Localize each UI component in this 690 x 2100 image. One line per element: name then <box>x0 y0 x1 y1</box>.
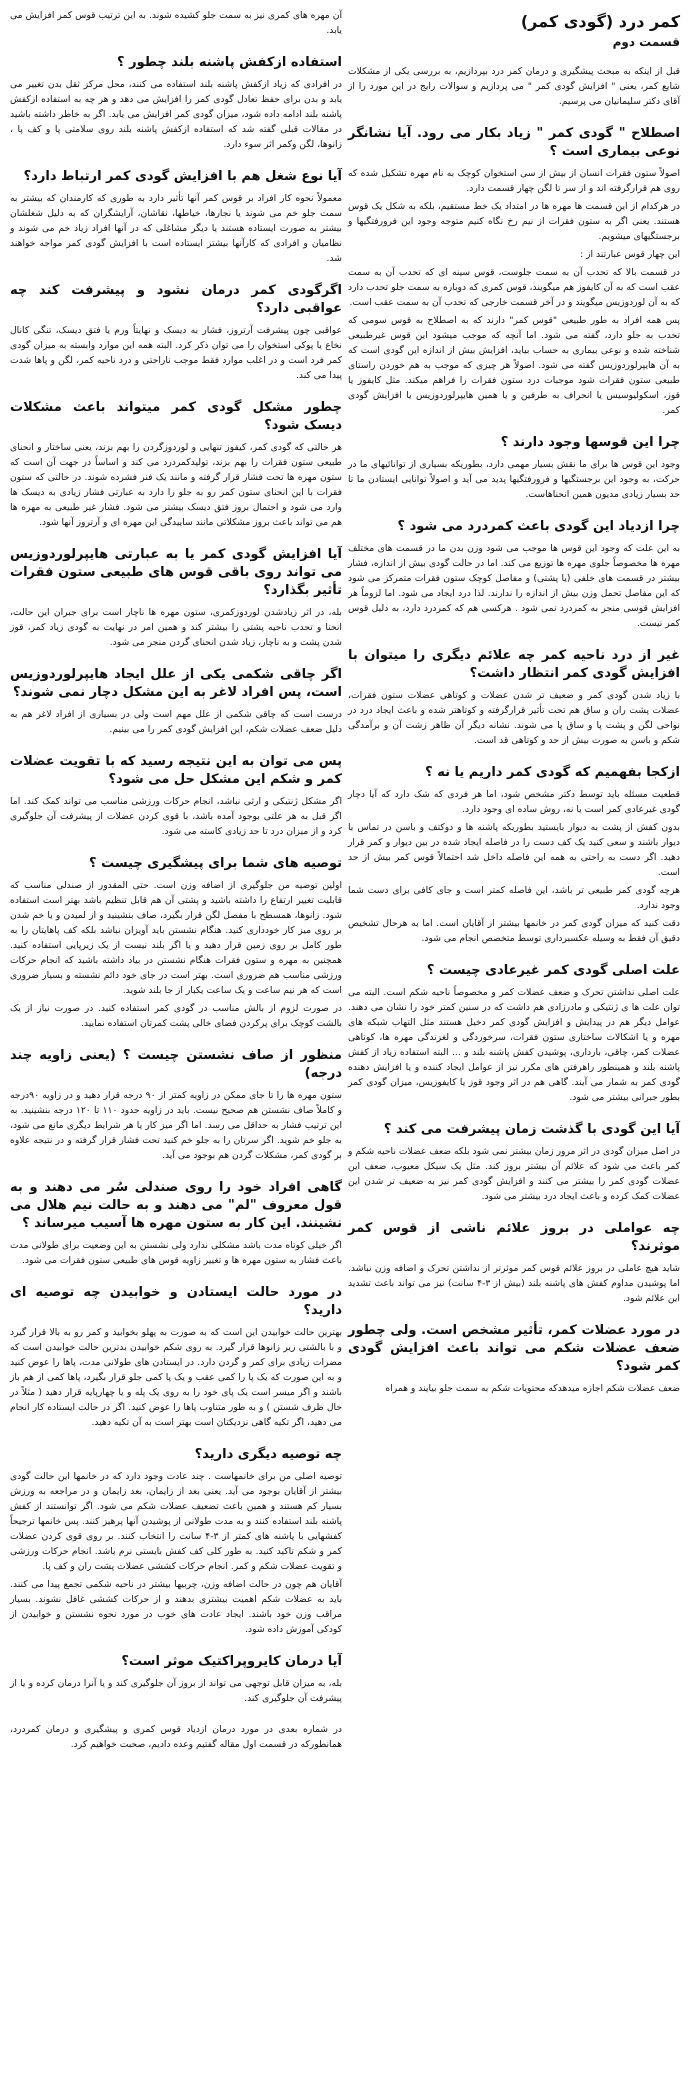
article-title: کمر درد (گودی کمر) <box>520 12 680 31</box>
article-section <box>10 54 342 152</box>
section-paragraph: اصولاً ستون فقرات انسان از بیش از سی استخوان کوچک به نام مهره تشکیل شده که روی هم قرارگرفته اند و از سر تا لگن چهار قسمت دارد. <box>348 168 680 194</box>
section-heading: منظور از صاف نشستن چیست ؟ (یعنی زاویه چند درجه) <box>10 1048 342 1081</box>
section-paragraph: توصیه اصلی من برای خانمهاست . چند عادت وجود دارد که در خانمها این حالت گودی بیشتر از آقایان بوجود می آید. یعنی بعد از زایمان، بعد زایمان و در مراجعه به ورزش بسیار کم هستند و همین باعث تضعیف عضلات شکم می شود. اگر توانستند از کفش پاشنه بلند استفاده کنند و به مدت طولانی از پوشیدن آنها پرهیز کنند. پس خانمها ترجیحاً کفشهایی با پاشنه های کمتر از ۳-۴ سانت را انتخاب کنند. بر روی قوی کردن عضلات کمر و شکم تاکید کنید. به طور کلی کف کفش بایستی نرم باشد. انجام حرکات ورزشی و تقویت عضلات شکم و کمر. انجام حرکات کششی عضلات پشت ران و کف پا. <box>10 1471 343 1572</box>
section-paragraph: به این علت که وجود این قوس ها موجب می شود وزن بدن ما در قسمت های مختلف مهره ها مخصوصاً جلوی مهره ها توزیع می کند. اما در حالت گودی بیش از اندازه، فشار بیشتر در قسمت های خلفی (یا پشتی) و مفاصل کوچک ستون فقرات متمرکز می شود که این مفاصل تحمل وزن بیش از اندازه را ندارند. لذا درد ایجاد می شود. اما لزوماً هر افزایش قوسی منجر به کمردرد نمی شود . هرکسی هم که کمردرد دارد، به دلیل قوس کمر نیست. <box>348 543 680 629</box>
section-paragraph: بدون کفش از پشت به دیوار بایستید بطوریکه پاشنه ها و دوکتف و باسن در تماس با دیوار باشند و سعی کنید یک کف دست را در فاصله ایجاد شده در بین دیوار و کمر قرار دهید. اگر دست به راحتی به همه این فاصله داخل شد احتمالاً قوس کمر بیش از حد است. <box>348 822 680 878</box>
article-section <box>10 1284 342 1430</box>
article-section <box>10 855 342 1031</box>
section-paragraph: اولین توصیه من جلوگیری از اضافه وزن است. حتی المقدور از صندلی مناسب که قابلیت تغییر ارتفاع را داشته باشید و پشتی آن هم قابل تنظیم باشد بهتر است استفاده شود. زانوها، همسطح با مفصل لگن قرار بگیرد، صاف بنشینید و از لمیدن و یا خم شدن بر روی میز کار خودداری کنید. هنگام نشستن باید آویزان نباشد بلکه کف پاهایتان را به طور کامل بر روی زمین قرار دهید و یا اگر بلند نیست از یک زیرپایی استفاده کنید. همچنین به مهره و ستون فقرات هنگام نشستن در بیاد داشته باشید که انجام حرکات ورزشی مناسب هم ضروری است. بهتر است در جای خود دائم نشسته و بسیار ضروری است که هر نیم ساعت و یک ساعت یکبار از جا بلند شوید. <box>10 880 342 996</box>
article-section <box>10 753 342 839</box>
section-paragraph: اگر خیلی کوتاه مدت باشد مشکلی ندارد ولی نشستن به این وضعیت برای طولانی مدت باعث فشار به ستون مهره ها و تغییر زاویه قوس های طبیعی ستون فقرات می شود. <box>10 1240 342 1266</box>
left-column <box>10 8 342 1768</box>
article-section <box>348 647 680 748</box>
article-section <box>10 168 342 266</box>
article-section <box>348 1121 680 1204</box>
section-heading: چرا ازدیاد این گودی باعث کمردرد می شود ؟ <box>397 519 680 534</box>
section-paragraph: در صورت لزوم از بالش مناسب در گودی کمر استفاده کنید. در صورت نیاز از یک بالشت کوچک برای پرکردن فضای خالی پشت کمرتان استفاده نمایید. <box>10 1003 342 1029</box>
article-section <box>348 125 680 418</box>
section-heading: آیا این گودی با گذشت زمان پیشرفت می کند ؟ <box>383 1122 680 1137</box>
section-heading: آیا نوع شغل هم با افزایش گودی کمر ارتباط دارد؟ <box>23 169 342 184</box>
section-paragraph: معمولاً نحوه کار افراد بر قوس کمر آنها تأثیر دارد به طوری که کارمندان که بیشتر به سمت جلو خم می شوند یا نجارها، خیاطها، نقاشان، آرایشگران که به دلیل شغلشان بیشتر به صورت ایستاده هستند یا دیگر مشاغلی که در آنها افراد زیاد خم می شوند و نظامیان و افرادی که کارآنها بیشتر ایستاده است با افزایش گودی کمر مواجه خواهند شد. <box>10 193 342 264</box>
section-heading: علت اصلی گودی کمر غیرعادی چیست ؟ <box>426 963 680 978</box>
section-heading: اگرگودی کمر درمان نشود و پیشرفت کند چه عواقبی دارد؟ <box>10 283 342 316</box>
article-section <box>10 1446 342 1637</box>
section-paragraph: بله، در اثر زیادشدن لوردوزکمری، ستون مهره ها ناچار است برای جبران این حالت، انحنا و تحدب ناحیه پشتی را بیشتر کند و همین امر در نهایت به گودی زیاد کمر، قوز شدن پشت و به ناچار، زیاد شدن انحنای گردن منجر می شود. <box>10 607 342 648</box>
section-heading: اصطلاح " گودی کمر " زیاد بکار می رود. آیا نشانگر نوعی بیماری است ؟ <box>348 126 680 159</box>
article-section <box>348 764 680 946</box>
section-paragraph: وجود این قوس ها برای ما نقش بسیار مهمی دارد، بطوریکه بسیاری از توانائیهای ما در حرکت، به وجود این برجستگیها و فرورفتگیها پدید می آید و اصولاً توانایی ایستادن ما تا حد بسیار زیادی مدیون همین انحناهاست. <box>348 459 680 500</box>
section-heading: توصیه های شما برای پیشگیری چیست ؟ <box>89 856 342 871</box>
section-heading: گاهی افراد خود را روی صندلی سُر می دهند و به قول معروف "لم" می دهند و به حالت نیم هلال می نشینند. این کار به ستون مهره ها آسیب میرساند ؟ <box>10 1180 342 1231</box>
section-paragraph: در افرادی که زیاد ازکفش پاشنه بلند استفاده می کنند، محل مرکز ثقل بدن تغییر می یابد و بدن برای حفظ تعادل گودی کمر را افزایش می دهد و هر چه به استفاده ازکفش پاشنه بلند ادامه داده شود، میزان گودی کمر افزایش می یابد. اگر به خاطر داشته باشید در مقالات قبلی گفته شد که استفاده ازکفش پاشنه بلند روی سلامتی پا و کف پا ، زانوها، لگن وکمر اثر سوء دارد. <box>10 79 342 150</box>
article-section <box>10 399 342 530</box>
section-paragraph: ضعف عضلات شکم اجازه میدهدکه محتویات شکم به سمت جلو بیایند و همراه <box>385 1383 680 1394</box>
section-paragraph: درست است که چاقی شکمی از علل مهم است ولی در بسیاری از افراد لاغر هم به دلیل ضعف عضلات شکم، این افزایش گودی کمر را می بینیم. <box>10 709 342 735</box>
article-section <box>10 666 342 737</box>
section-heading: در مورد حالت ایستادن و خوابیدن چه توصیه ای دارید؟ <box>10 1285 342 1318</box>
section-paragraph: هر حالتی که گودی کمر، کیفوز تنهایی و لوردوزگردن را بهم بزند، یعنی ساختار و انحنای طبیعی ستون فقرات را بهم بزند، تولیدکمردرد می کند و اساساً در جهت آن است که ستون مهره ها تحت فشار قرار گرفته و مانند یک فنر فشرده شوند. در حالتی که ستون فقرات با این انحنای ستون کمر رو به جلو را دارد به عبارتی فشار زیادی به دیسک ها وارد می شود و احتمال بروز فتق دیسک بیشتر می شود. فشار غیر طبیعی به مهره ها هم می تواند باعث بروز مشکلاتی مانند ساییدگی این مهره ای و آرتروز آنها شود. <box>10 442 342 528</box>
article-section <box>10 1179 342 1268</box>
section-heading: استفاده ازکفش پاشنه بلند چطور ؟ <box>117 55 342 70</box>
section-heading: ازکجا بفهمیم که گودی کمر داریم یا نه ؟ <box>425 765 680 780</box>
section-paragraph: آقایان هم چون در حالت اضافه وزن، چربیها بیشتر در ناحیه شکمی تجمع پیدا می کنند. باید به عضلات شکم اهمیت بیشتری بدهند و از حرکات کششی غافل نشوند. بسیار مراقب وزن خود باشند. ایجاد عادت های خوب در مورد نحوه نشستن و خوابیدن از کودکی آموزش داده شود. <box>10 1579 342 1635</box>
section-paragraph: بهترین حالت خوابیدن این است که به صورت به پهلو بخوابید و کمر رو به بالا قرار گیرد و با بالشتی زیر زانوها قرار گیرد. به روی شکم خوابیدن بدترین حالت خوابیدن است که مضرات زیادی برای کمر و گردن دارد. در ایستادن های طولانی مدت، پاها را عوض کنید و به این صورت که یک پا را کمی عقب و یک پا کمی جلو قرار بگیرد، پاها کمی از هم باز باشند و اگر میسر است یک پای خود را به روی یک پله و یا چهارپایه قرار دهید ( مثلاً در حال ظرف شستن ) و به طور متناوب پاها را عوض کنید. اگر در حالت ایستاده کار انجام می دهید، اگر تکیه گاهی نزدیکتان است بهتر است به آن تکیه دهید. <box>10 1327 342 1428</box>
section-heading: آیا افزایش گودی کمر یا به عبارتی هایپرلوردوزیس می تواند روی باقی قوس های طبیعی ستون فقرات تأثیر بگذارد؟ <box>10 547 342 598</box>
section-paragraph: هرچه گودی کمر طبیعی تر باشد، این فاصله کمتر است و جای کافی برای دست شما وجود ندارد. <box>348 885 680 911</box>
section-paragraph: در شماره بعدی در مورد درمان ازدیاد قوس کمری و پیشگیری و درمان کمردرد، همانطورکه در قسمت اول مقاله گفتیم وعده دادیم، صحبت خواهیم کرد. <box>10 1724 342 1750</box>
section-paragraph: با زیاد شدن گودی کمر و ضعیف تر شدن عضلات و کوتاهی عضلات ستون فقرات، عضلات پشت ران و ساق هم تحت تأثیر قرارگرفته و کوتاهتر شده و باعث ایجاد درد در نواحی لگن و پشت پا و ساق پا می شوند. نشانه دیگر آن ظاهر زشت آن و برآمدگی شکم و باسن به صورت بیش از حد و کوتاهی قد است. <box>348 690 680 746</box>
right-column <box>348 8 680 1412</box>
section-heading: در مورد عضلات کمر، تأثیر مشخص است. ولی چطور ضعف عضلات شکم می تواند باعث افزایش گودی کمر شود؟ <box>348 1323 680 1374</box>
section-paragraph: در اصل میزان گودی در اثر مرور زمان بیشتر نمی شود بلکه ضعف عضلات ناحیه شکم و کمر باعث می شود که علائم آن بیشتر بروز کند. مثل یک سیکل معیوب، ضعف این عضلات گودی کمر را بیشتر می کنند و افزایش گودی کمر نیز به ضعیف تر شدن این عضلات کمک کرده و باعث ایجاد درد بیشتر می شود. <box>348 1146 680 1202</box>
section-heading: اگر چاقی شکمی یکی از علل ایجاد هایپرلوردوزیس است، پس افراد لاغر به این مشکل دچار نمی شوند؟ <box>10 667 342 700</box>
section-paragraph: آن مهره های کمری نیز به سمت جلو کشیده شوند. به این ترتیب قوس کمر افزایش می یابد. <box>10 10 342 36</box>
section-paragraph: در قسمت بالا که تحدب آن به سمت جلوست، قوس سینه ای که تحدب آن به سمت عقب است که به آن کایفوز هم میگویند، قوس کمری که دوباره به سمت جلو تحدب دارد که به آن لوردوزیس میگویند و در آخر قسمت خارجی که تحدب آن به سمت عقب است. <box>348 267 680 308</box>
section-paragraph: شاید هیچ عاملی در بروز علائم قوس کمر موثرتر از نداشتن تحرک و اضافه وزن نباشد. اما پوشیدن مداوم کفش های پاشنه بلند (بیش از ۳-۴ سانت) نیز می تواند باعث تشدید این علائم شود. <box>348 1263 680 1304</box>
section-heading: غیر از درد ناحیه کمر چه علائم دیگری را میتوان با افزایش گودی کمر انتظار داشت؟ <box>348 648 680 681</box>
article-intro <box>348 64 680 109</box>
article-section <box>10 546 342 650</box>
section-paragraph: عواقبی چون پیشرفت آرتروز، فشار به دیسک و نهایتاً ورم یا فتق دیسک، تنگی کانال نخاع یا پوکی استخوان را می توان ذکر کرد. البته همه این موارد وابسته به میزان گودی کمر فرد است و در اغلب موارد فقط موجب ناراحتی و درد ناحیه کمر، لگن و پاها شدت پیدا می کند. <box>10 325 342 381</box>
intro-paragraph: قبل از اینکه به مبحث پیشگیری و درمان کمر درد بپردازیم، به بررسی یکی از مشکلات شایع کمر، یعنی " افزایش گودی کمر " می پردازیم و سوالات رایج در این مورد را از آقای دکتر سلیمانیان می پرسیم. <box>348 66 680 107</box>
section-heading: چطور مشکل گودی کمر میتواند باعث مشکلات دیسک شود؟ <box>10 400 342 433</box>
article-section <box>348 1220 680 1306</box>
section-paragraph: در هرکدام از این قسمت ها مهره ها در امتداد یک خط مستقیم، بلکه به شکل یک قوس هستند. یعنی اگر به ستون فقرات از نیم رخ نگاه کنیم متوجه وجود این فرورفتگیها و برجستگیهای میشویم. <box>348 201 680 242</box>
article-section <box>348 518 680 631</box>
section-heading: چه توصیه دیگری دارید؟ <box>194 1447 342 1462</box>
section-heading: پس می توان به این نتیجه رسید که با تقویت عضلات کمر و شکم این مشکل حل می شود؟ <box>10 754 342 787</box>
section-heading: چرا این قوسها وجود دارند ؟ <box>500 435 680 450</box>
article-section <box>10 1722 342 1752</box>
section-paragraph: بله، به میزان قابل توجهی می تواند از بروز آن جلوگیری کند و یا آنرا درمان کرده و یا از پیشرفت آن جلوگیری کند. <box>10 1678 342 1704</box>
article-section <box>10 1047 342 1163</box>
article-section <box>10 8 342 38</box>
section-paragraph: قطعیت مسئله باید توسط دکتر مشخص شود، اما هر فردی که شک دارد که آیا دچار گودی غیرعادی کمر است یا نه، روش ساده ای وجود دارد. <box>348 789 680 815</box>
section-paragraph: پس همه افراد به طور طبیعی "قوس کمر" دارند که به اصطلاح به قوس سومی که تحدب به جلو دارد، گفته می شود. اما آنچه که موجب میشود این قوس غیرطبیعی شناخته شده و نوعی بیماری به حساب بیاید، افزایش بیش از اندازه این گودی است که به آن هایپرلوردوزیس گفته می شود. اصولاً هر چیزی که موجب به هم خوردن راستای طبیعی ستون فقرات شود موجبات درد ستون فقرات را فراهم میکند. مثل کایفوز یا قوز، اسکولیوسیس یا انحراف به طرفین و یا همین هایپرلوردوزیس یا افزایش گودی کمر. <box>348 315 680 416</box>
section-paragraph: این چهار قوس عبارتند از : <box>580 249 680 260</box>
section-paragraph: دقت کنید که میزان گودی کمر در خانمها بیشتر از آقایان است. اما به هرحال تشخیص دقیق آن فقط به وسیله عکسبرداری توسط متخصص انجام می شود. <box>348 918 680 944</box>
section-heading: چه عواملی در بروز علائم ناشی از قوس کمر موثرند؟ <box>348 1221 680 1254</box>
article-section <box>10 282 342 383</box>
article-section <box>348 962 680 1105</box>
article-section <box>10 1653 342 1706</box>
section-paragraph: علت اصلی نداشتن تحرک و ضعف عضلات کمر و مخصوصاً ناحیه شکم است. البته می توان علت ها ی ژنتیکی و مادرزادی هم داشت که در سنین کمتر خود را نشان می دهند. عوامل دیگر هم در پیدایش و افزایش گودی کمر دخیل هستند مثل التهاب شبکه های مهره و یا اشکالات ساختاری ستون فقرات، سرخوردگی و لغزندگی مهره ها، کوتاهی عضلات کمر، چاقی، بارداری، پوشیدن کفش پاشنه بلند و ... البته استفاده زیاد از کفش پاشنه بلند و همینطور راهرفتن های مکرر نیز از عوامل ایجاد کننده و یا افزایش دهنده گودی کمر به شمار می آیند. گاهی هم در اثر وجود قوز یا کایفوزیس، میزان گودی کمر بطور جبرانی بیشتر می شود. <box>348 987 680 1103</box>
article-section <box>348 1322 680 1396</box>
article-section <box>348 434 680 502</box>
section-paragraph: اگر مشکل ژنتیکی و ارثی نباشد، انجام حرکات ورزشی مناسب می تواند کمک کند. اما اگر قبل به هر علتی بوجود آمده باشد، با قوی کردن عضلات از پیشرفت آن جلوگیری کرد و از میزان درد تا حد زیادی کاسته می شود. <box>10 796 342 837</box>
section-heading: آیا درمان کایروپراکتیک موثر است؟ <box>121 1654 342 1669</box>
article-subtitle: قسمت دوم <box>612 35 680 49</box>
section-paragraph: ستون مهره ها را تا جای ممکن در زاویه کمتر از ۹۰ درجه قرار دهید و در زاویه ۹۰درجه و کاملاً صاف نشستن هم صحیح نیست. باید در زاویه حدود ۱۱۰ تا ۱۲۰ درجه بنشینید. به این ترتیب فشار به حداقل می رسد. اما اگر میز کار یا هر شرایط دیگری مانع می شود، به جلو خم شوید. اگر سرتان را به جلو خم کنید تحت فشار قرار گرفته و در نتیجه علاوه بر گودی کمر، مشکلات گردن هم بوجود می آید. <box>10 1090 342 1161</box>
